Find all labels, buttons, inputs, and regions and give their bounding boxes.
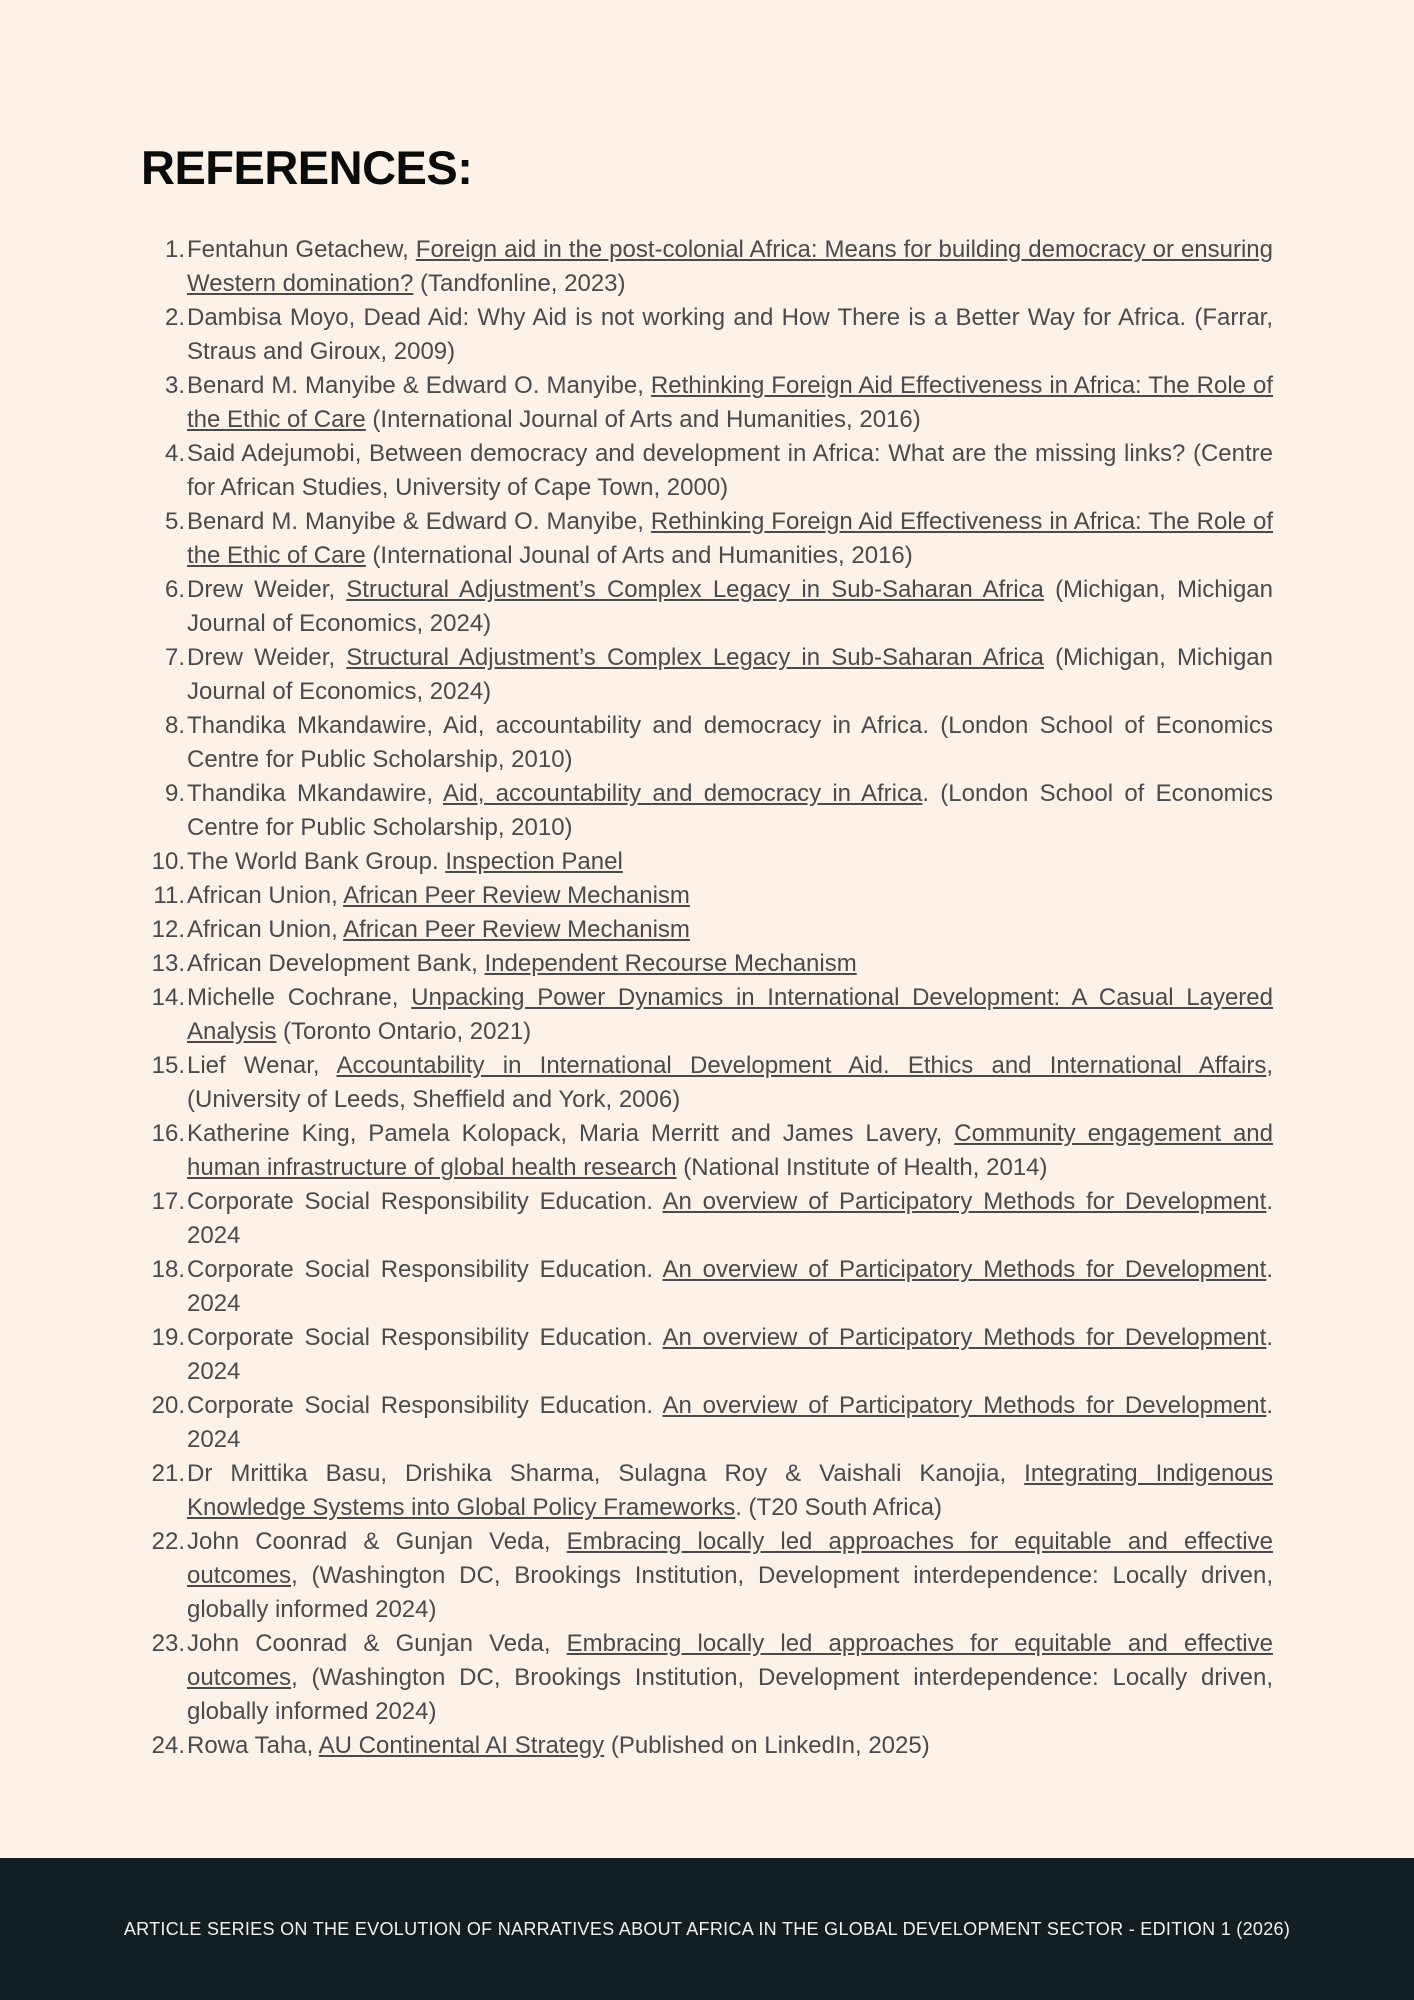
reference-text	[187, 845, 1273, 879]
reference-plain-text: (Toronto Ontario, 2021)	[276, 1018, 532, 1045]
reference-text	[187, 777, 1273, 845]
reference-link[interactable]: An overview of Participatory Methods for Development	[662, 1392, 1267, 1419]
reference-plain-text: , (Washington DC, Brookings Institution, Development interdependence: Locally driven, globally informed 2024)	[187, 1562, 1273, 1623]
reference-item	[141, 233, 1273, 301]
reference-item	[141, 641, 1273, 709]
references-page	[141, 140, 1273, 1763]
reference-plain-text: (National Institute of Health, 2014)	[676, 1154, 1048, 1181]
reference-link[interactable]: Independent Recourse Mechanism	[484, 950, 857, 977]
reference-plain-text: African Development Bank,	[187, 950, 485, 977]
reference-plain-text: Benard M. Manyibe & Edward O. Manyibe,	[187, 372, 651, 399]
reference-plain-text: John Coonrad & Gunjan Veda,	[187, 1630, 567, 1657]
reference-number: 12.	[151, 916, 185, 943]
reference-plain-text: The World Bank Group.	[187, 848, 446, 875]
reference-plain-text: , (University of Leeds, Sheffield and York, 2006)	[187, 1052, 1273, 1113]
reference-item	[141, 1457, 1273, 1525]
reference-text	[187, 1525, 1273, 1627]
reference-number: 18.	[151, 1256, 185, 1283]
reference-plain-text: (International Jounal of Arts and Humanities, 2016)	[365, 542, 913, 569]
reference-link[interactable]: Community engagement and human infrastructure of global health research	[187, 1120, 1273, 1181]
reference-number: 22.	[151, 1528, 185, 1555]
reference-text	[187, 301, 1273, 369]
reference-plain-text: Drew Weider,	[187, 644, 347, 671]
reference-plain-text: (Michigan, Michigan Journal of Economics, 2024)	[187, 644, 1273, 705]
reference-plain-text: (Published on LinkedIn, 2025)	[604, 1732, 930, 1759]
reference-number: 16.	[151, 1120, 185, 1147]
reference-text	[187, 981, 1273, 1049]
reference-text	[187, 1321, 1273, 1389]
reference-plain-text: (International Journal of Arts and Humanities, 2016)	[365, 406, 921, 433]
reference-plain-text: Corporate Social Responsibility Education.	[187, 1188, 663, 1215]
reference-plain-text: (Michigan, Michigan Journal of Economics, 2024)	[187, 576, 1273, 637]
reference-plain-text: . 2024	[187, 1392, 1273, 1453]
reference-plain-text: Fentahun Getachew,	[187, 236, 416, 263]
reference-plain-text: African Union,	[187, 916, 344, 943]
reference-text	[187, 879, 1273, 913]
reference-item	[141, 845, 1273, 879]
reference-text	[187, 1627, 1273, 1729]
reference-text	[187, 709, 1273, 777]
reference-item	[141, 1389, 1273, 1457]
reference-plain-text: (Tandfonline, 2023)	[413, 270, 626, 297]
reference-plain-text: , (Washington DC, Brookings Institution, Development interdependence: Locally driven, globally informed 2024)	[187, 1664, 1273, 1725]
reference-item	[141, 1627, 1273, 1729]
reference-plain-text: . (T20 South Africa)	[735, 1494, 942, 1521]
reference-plain-text: Dr Mrittika Basu, Drishika Sharma, Sulagna Roy & Vaishali Kanojia,	[187, 1460, 1025, 1487]
reference-item	[141, 1049, 1273, 1117]
reference-link[interactable]: Accountability in International Development Aid. Ethics and International Affairs	[336, 1052, 1267, 1079]
reference-link[interactable]: African Peer Review Mechanism	[343, 916, 690, 943]
reference-item	[141, 1117, 1273, 1185]
reference-plain-text: . 2024	[187, 1188, 1273, 1249]
reference-plain-text: Said Adejumobi, Between democracy and development in Africa: What are the missing links? (Centre for African Studies, University of Cape Town, 2000)	[187, 440, 1273, 501]
reference-item	[141, 777, 1273, 845]
reference-number: 3.	[164, 372, 185, 399]
reference-number: 2.	[164, 304, 185, 331]
reference-item	[141, 981, 1273, 1049]
reference-link[interactable]: Embracing locally led approaches for equitable and effective outcomes	[187, 1528, 1273, 1589]
reference-number: 19.	[151, 1324, 185, 1351]
reference-plain-text: . 2024	[187, 1324, 1273, 1385]
reference-number: 21.	[151, 1460, 185, 1487]
reference-text	[187, 437, 1273, 505]
reference-item	[141, 1525, 1273, 1627]
reference-text	[187, 641, 1273, 709]
reference-link[interactable]: Structural Adjustment’s Complex Legacy in Sub-Saharan Africa	[346, 644, 1044, 671]
reference-link[interactable]: Unpacking Power Dynamics in International Development: A Casual Layered Analysis	[187, 984, 1273, 1045]
reference-text	[187, 233, 1273, 301]
reference-plain-text: Corporate Social Responsibility Education.	[187, 1324, 663, 1351]
reference-text	[187, 947, 1273, 981]
reference-item	[141, 301, 1273, 369]
reference-text	[187, 1389, 1273, 1457]
reference-number: 8.	[164, 712, 185, 739]
reference-number: 20.	[151, 1392, 185, 1419]
reference-text	[187, 913, 1273, 947]
reference-link[interactable]: Rethinking Foreign Aid Effectiveness in Africa: The Role of the Ethic of Care	[187, 508, 1274, 569]
reference-plain-text: . (London School of Economics Centre for Public Scholarship, 2010)	[187, 780, 1273, 841]
reference-plain-text: Thandika Mkandawire,	[187, 780, 444, 807]
reference-number: 1.	[164, 236, 185, 263]
footer-text: ARTICLE SERIES ON THE EVOLUTION OF NARRATIVES ABOUT AFRICA IN THE GLOBAL DEVELOPMENT SECTOR - EDITION 1 (2026)	[123, 1918, 1291, 1939]
reference-number: 15.	[151, 1052, 185, 1079]
reference-link[interactable]: Inspection Panel	[445, 848, 623, 875]
reference-number: 24.	[151, 1732, 185, 1759]
reference-plain-text: Corporate Social Responsibility Education.	[187, 1392, 663, 1419]
reference-plain-text: Lief Wenar,	[187, 1052, 337, 1079]
reference-link[interactable]: Rethinking Foreign Aid Effectiveness in Africa: The Role of the Ethic of Care	[187, 372, 1274, 433]
reference-plain-text: John Coonrad & Gunjan Veda,	[187, 1528, 567, 1555]
reference-number: 4.	[164, 440, 185, 467]
page-title: REFERENCES:	[141, 141, 473, 194]
reference-link[interactable]: Structural Adjustment’s Complex Legacy in Sub-Saharan Africa	[346, 576, 1044, 603]
reference-number: 7.	[164, 644, 185, 671]
reference-number: 23.	[151, 1630, 185, 1657]
reference-link[interactable]: Embracing locally led approaches for equitable and effective outcomes	[187, 1630, 1273, 1691]
reference-number: 17.	[151, 1188, 185, 1215]
reference-text	[187, 369, 1273, 437]
reference-number: 6.	[164, 576, 185, 603]
reference-link[interactable]: Foreign aid in the post-colonial Africa: Means for building democracy or ensuring Western domination?	[187, 236, 1273, 297]
reference-list	[141, 233, 1273, 1763]
reference-link[interactable]: Integrating Indigenous Knowledge Systems into Global Policy Frameworks	[187, 1460, 1274, 1521]
reference-plain-text: Corporate Social Responsibility Education.	[187, 1256, 663, 1283]
reference-plain-text: Benard M. Manyibe & Edward O. Manyibe,	[187, 508, 651, 535]
reference-link[interactable]: An overview of Participatory Methods for Development	[662, 1256, 1267, 1283]
reference-text	[187, 1185, 1273, 1253]
reference-number: 5.	[164, 508, 185, 535]
reference-item	[141, 1185, 1273, 1253]
reference-number: 10.	[151, 848, 185, 875]
reference-link[interactable]: AU Continental AI Strategy	[318, 1732, 605, 1759]
reference-text	[187, 1729, 1273, 1763]
reference-item	[141, 573, 1273, 641]
reference-item	[141, 1321, 1273, 1389]
reference-link[interactable]: Aid, accountability and democracy in Africa	[443, 780, 923, 807]
reference-number: 11.	[153, 882, 185, 909]
reference-item	[141, 505, 1273, 573]
reference-text	[187, 1253, 1273, 1321]
footer-bar	[0, 1858, 1414, 2000]
reference-item	[141, 1729, 1273, 1763]
reference-item	[141, 947, 1273, 981]
reference-text	[187, 1117, 1273, 1185]
reference-plain-text: Michelle Cochrane,	[187, 984, 412, 1011]
reference-plain-text: Drew Weider,	[187, 576, 347, 603]
reference-number: 9.	[164, 780, 185, 807]
reference-plain-text: Rowa Taha,	[187, 1732, 319, 1759]
reference-link[interactable]: An overview of Participatory Methods for Development	[662, 1324, 1267, 1351]
reference-text	[187, 1049, 1273, 1117]
reference-plain-text: . 2024	[187, 1256, 1273, 1317]
reference-plain-text: Thandika Mkandawire, Aid, accountability and democracy in Africa. (London School of Economics Centre for Public Scholarship, 2010)	[187, 712, 1273, 773]
reference-plain-text: Katherine King, Pamela Kolopack, Maria Merritt and James Lavery,	[187, 1120, 955, 1147]
reference-number: 13.	[151, 950, 185, 977]
reference-item	[141, 1253, 1273, 1321]
reference-item	[141, 437, 1273, 505]
reference-plain-text: Dambisa Moyo, Dead Aid: Why Aid is not working and How There is a Better Way for Africa. (Farrar, Straus and Giroux, 2009)	[187, 304, 1273, 365]
reference-item	[141, 879, 1273, 913]
reference-text	[187, 1457, 1273, 1525]
reference-item	[141, 709, 1273, 777]
reference-item	[141, 913, 1273, 947]
reference-text	[187, 505, 1273, 573]
reference-plain-text: African Union,	[187, 882, 344, 909]
reference-text	[187, 573, 1273, 641]
reference-number: 14.	[151, 984, 185, 1011]
reference-item	[141, 369, 1273, 437]
reference-link[interactable]: An overview of Participatory Methods for Development	[662, 1188, 1267, 1215]
reference-link[interactable]: African Peer Review Mechanism	[343, 882, 690, 909]
